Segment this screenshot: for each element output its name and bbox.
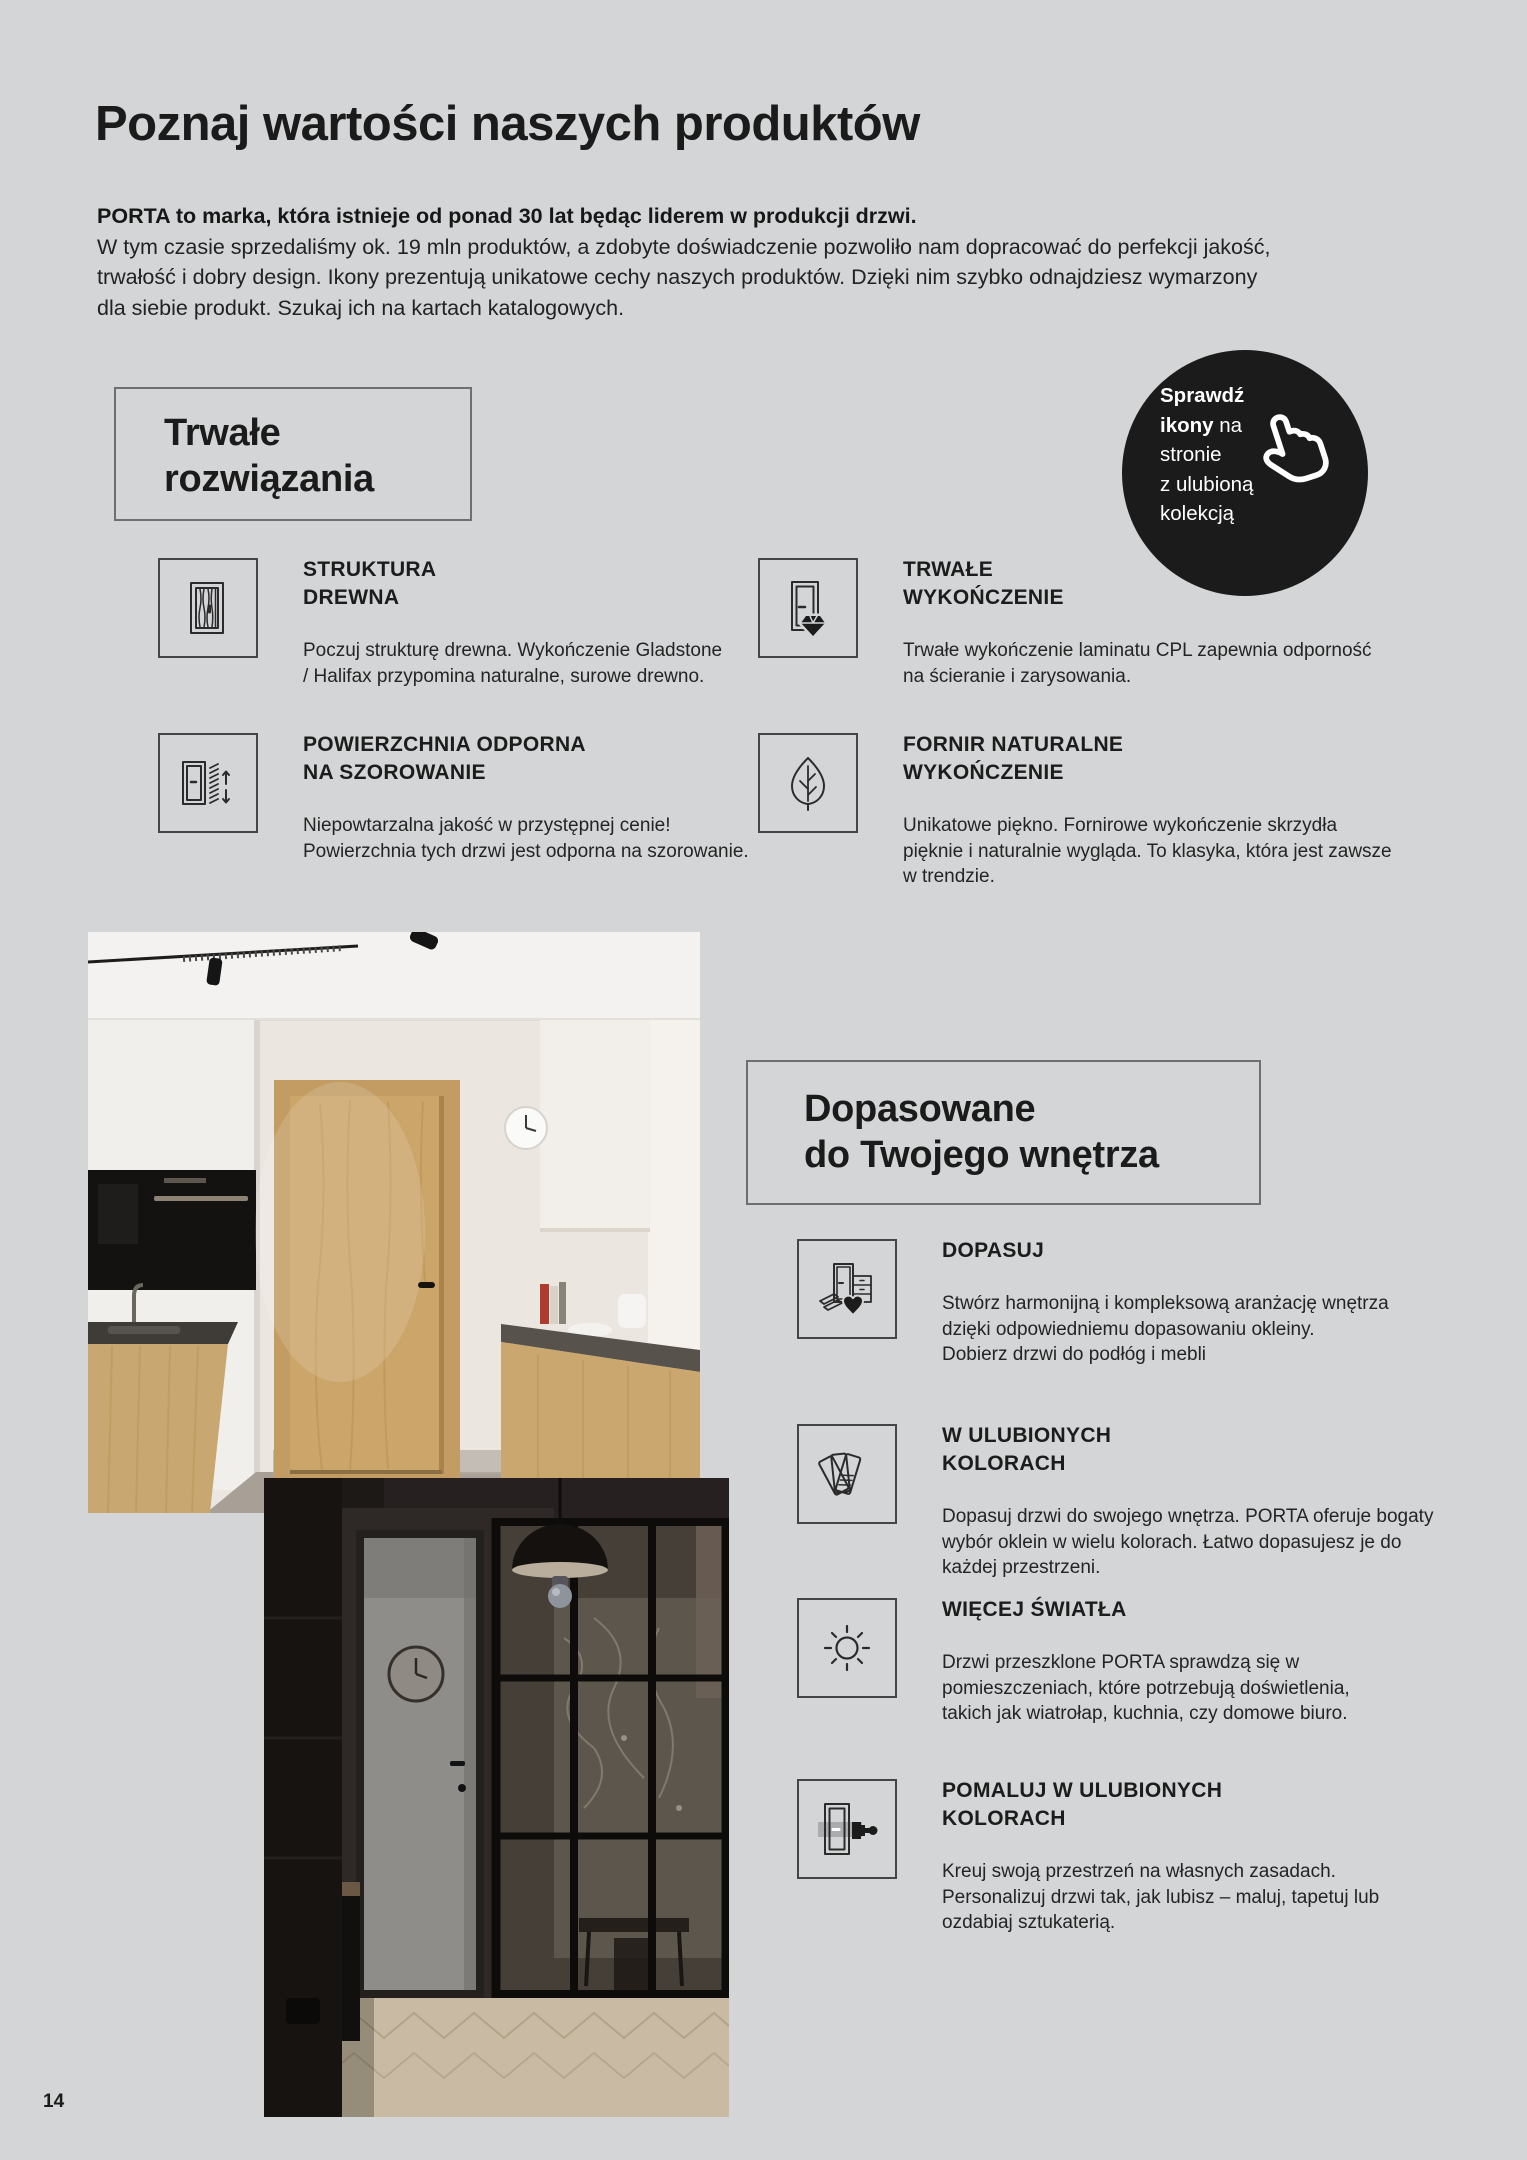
wood-grain-door-icon <box>158 558 258 658</box>
pointing-hand-icon <box>1252 406 1338 492</box>
feature-title-line: DOPASUJ <box>942 1239 1045 1262</box>
feature-title-line: TRWAŁE <box>903 558 994 581</box>
section-heading-dopasowane <box>746 1060 1261 1205</box>
badge-line <box>1160 411 1253 441</box>
match-interior-icon <box>797 1239 897 1339</box>
feature-title <box>942 1237 1389 1265</box>
feature-text <box>942 1777 1379 1936</box>
dark-interior-photo <box>264 1478 729 2117</box>
section-title-line: do Twojego wnętrza <box>804 1134 1159 1176</box>
feature-desc-line: Unikatowe piękno. Fornirowe wykończenie skrzydła <box>903 815 1338 836</box>
feature-text <box>942 1237 1389 1368</box>
intro-lead: PORTA to marka, która istnieje od ponad 30 lat będąc liderem w produkcji drzwi. <box>97 204 917 228</box>
feature-desc-line: Trwałe wykończenie laminatu CPL zapewnia odporność <box>903 640 1372 661</box>
feature-description <box>942 1650 1350 1727</box>
feature-title <box>942 1777 1379 1833</box>
page-title: Poznaj wartości naszych produktów <box>95 97 920 151</box>
feature-text <box>903 556 1372 689</box>
feature-title-line: NA SZOROWANIE <box>303 761 486 784</box>
feature-desc-line: / Halifax przypomina naturalne, surowe drewno. <box>303 665 705 687</box>
feature-dopasuj <box>797 1237 1389 1368</box>
feature-desc-line: dzięki odpowiedniemu dopasowaniu okleiny. <box>942 1318 1315 1340</box>
badge-line: kolekcją <box>1160 502 1235 525</box>
feature-desc-line: Dobierz drzwi do podłóg i mebli <box>942 1344 1207 1365</box>
feature-text <box>942 1596 1350 1727</box>
section-title-line: Trwałe <box>164 412 281 454</box>
feature-title-line: W ULUBIONYCH <box>942 1424 1112 1447</box>
feature-title-line: WIĘCEJ ŚWIATŁA <box>942 1598 1127 1621</box>
feature-powierzchnia-odporna <box>158 731 749 864</box>
badge-line: Sprawdź <box>1160 384 1245 407</box>
feature-title-line: POWIERZCHNIA ODPORNA <box>303 733 586 756</box>
feature-desc-line: Personalizuj drzwi tak, jak lubisz – maluj, tapetuj lub <box>942 1886 1380 1908</box>
feature-title-line: DREWNA <box>303 586 400 609</box>
feature-text <box>303 556 722 689</box>
scrub-resistant-door-icon <box>158 733 258 833</box>
feature-title <box>903 556 1372 612</box>
feature-title <box>942 1596 1350 1624</box>
feature-description <box>942 1291 1389 1368</box>
sun-light-icon <box>797 1598 897 1698</box>
feature-description <box>903 638 1372 689</box>
feature-description <box>942 1504 1433 1581</box>
feature-text <box>303 731 749 864</box>
natural-veneer-leaf-icon <box>758 733 858 833</box>
feature-w-ulubionych-kolorach <box>797 1422 1433 1581</box>
intro-line: dla siebie produkt. Szukaj ich na kartach katalogowych. <box>97 295 625 320</box>
feature-description <box>903 813 1392 890</box>
feature-title-line: KOLORACH <box>942 1452 1066 1475</box>
intro-line: W tym czasie sprzedaliśmy ok. 19 mln produktów, a zdobyte doświadczenie pozwoliło nam dopracować do perfekcji jakość, <box>97 234 1271 259</box>
kitchen-photo <box>88 932 700 1513</box>
section-title <box>164 410 470 502</box>
feature-title-line: FORNIR NATURALNE <box>903 733 1124 756</box>
feature-description <box>942 1859 1379 1936</box>
durable-finish-door-icon <box>758 558 858 658</box>
badge-text <box>1160 381 1253 529</box>
feature-desc-line: Powierzchnia tych drzwi jest odporna na szorowanie. <box>303 840 749 862</box>
feature-title-line: WYKOŃCZENIE <box>903 586 1064 609</box>
badge-word: na <box>1213 413 1243 437</box>
feature-desc-line: Stwórz harmonijną i kompleksową aranżację wnętrza <box>942 1293 1389 1314</box>
feature-description <box>303 813 749 864</box>
feature-desc-line: w trendzie. <box>903 866 995 887</box>
feature-desc-line: pomieszczeniach, które potrzebują doświetlenia, <box>942 1677 1350 1699</box>
section-title-line: Dopasowane <box>804 1088 1036 1130</box>
feature-desc-line: pięknie i naturalnie wygląda. To klasyka, która jest zawsze <box>903 840 1392 862</box>
feature-desc-line: ozdabiaj sztukaterią. <box>942 1912 1116 1933</box>
feature-struktura-drewna <box>158 556 722 689</box>
feature-title <box>303 731 749 787</box>
feature-title-line: STRUKTURA <box>303 558 437 581</box>
feature-wiecej-swiatla <box>797 1596 1350 1727</box>
badge-line: stronie <box>1160 443 1222 466</box>
feature-description <box>303 638 722 689</box>
feature-desc-line: takich jak wiatrołap, kuchnia, czy domowe biuro. <box>942 1703 1348 1724</box>
feature-desc-line: wybór oklein w wielu kolorach. Łatwo dopasujesz je do <box>942 1531 1402 1553</box>
feature-title-line: POMALUJ W ULUBIONYCH <box>942 1779 1223 1802</box>
feature-desc-line: Dopasuj drzwi do swojego wnętrza. PORTA oferuje bogaty <box>942 1506 1434 1527</box>
feature-desc-line: Kreuj swoją przestrzeń na własnych zasadach. <box>942 1861 1336 1882</box>
feature-fornir-naturalne <box>758 731 1392 890</box>
feature-title-line: KOLORACH <box>942 1807 1066 1830</box>
intro-line: trwałość i dobry design. Ikony prezentują unikatowe cechy naszych produktów. Dzięki nim szybko odnajdziesz wymarzony <box>97 265 1258 289</box>
section-title-line: rozwiązania <box>164 458 374 500</box>
feature-title <box>303 556 722 612</box>
section-heading-trwale-rozwiazania <box>114 387 472 521</box>
feature-title <box>903 731 1392 787</box>
feature-text <box>903 731 1392 890</box>
feature-desc-line: Drzwi przeszklone PORTA sprawdzą się w <box>942 1652 1300 1673</box>
feature-pomaluj <box>797 1777 1379 1936</box>
feature-desc-line: Poczuj strukturę drewna. Wykończenie Gladstone <box>303 640 723 661</box>
intro-paragraph <box>97 201 1270 323</box>
feature-text <box>942 1422 1433 1581</box>
badge-line: z ulubioną <box>1160 472 1254 496</box>
feature-trwale-wykonczenie <box>758 556 1372 689</box>
color-swatches-icon <box>797 1424 897 1524</box>
feature-title <box>942 1422 1433 1478</box>
section-title <box>804 1086 1259 1178</box>
feature-desc-line: Niepowtarzalna jakość w przystępnej cenie! <box>303 815 671 836</box>
page-number: 14 <box>43 2091 65 2112</box>
feature-desc-line: na ścieranie i zarysowania. <box>903 665 1132 687</box>
feature-title-line: WYKOŃCZENIE <box>903 761 1064 784</box>
badge-bold-word: ikony <box>1160 413 1214 437</box>
paint-brush-door-icon <box>797 1779 897 1879</box>
feature-desc-line: każdej przestrzeni. <box>942 1557 1101 1578</box>
